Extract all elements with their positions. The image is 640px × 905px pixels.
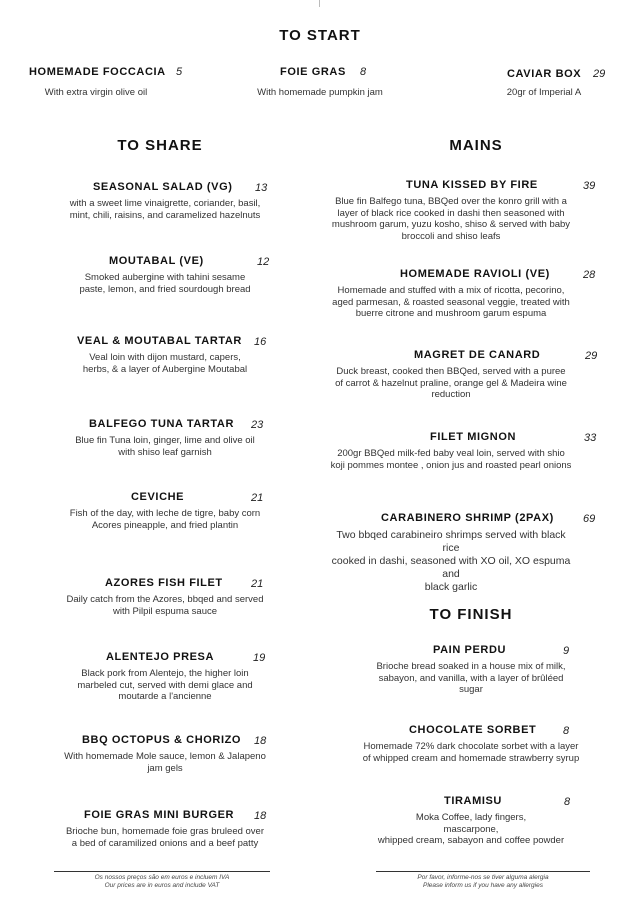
item-name: SEASONAL SALAD (VG) xyxy=(93,181,233,193)
item-price: 39 xyxy=(583,180,596,192)
footer-note-line: Please inform us if you have any allergies xyxy=(423,882,543,889)
item-name: CARABINERO SHRIMP (2PAX) xyxy=(381,512,554,524)
description-line: With homemade Mole sauce, lemon & Jalapeno xyxy=(64,751,266,762)
description-line: broccoli and shiso leafs xyxy=(401,230,501,242)
item-description xyxy=(40,668,290,703)
item-description xyxy=(40,826,290,849)
item-description xyxy=(40,198,290,221)
description-line: jam gels xyxy=(147,762,183,774)
description-line: with a sweet lime vinaigrette, coriander, basil, xyxy=(69,198,261,209)
description-line: Homemade 72% dark chocolate sorbet with a layer xyxy=(363,741,579,752)
item-price: 33 xyxy=(584,432,597,444)
description-line: Veal loin with dijon mustard, capers, xyxy=(89,352,241,363)
item-name: HOMEMADE FOCCACIA xyxy=(29,66,166,78)
footer-divider-right xyxy=(376,871,590,872)
description-line: paste, lemon, and fried sourdough bread xyxy=(79,283,251,295)
description-line: of carrot & hazelnut praline, orange gel & Madeira wine xyxy=(335,377,567,389)
item-price: 19 xyxy=(253,652,266,664)
item-description xyxy=(328,366,574,401)
description-line: black garlic xyxy=(424,581,478,593)
item-description xyxy=(40,352,290,375)
description-line: marbeled cut, served with demi glace and xyxy=(77,679,253,691)
item-name: PAIN PERDU xyxy=(433,644,507,656)
item-price: 13 xyxy=(255,182,268,194)
item-name: FOIE GRAS MINI BURGER xyxy=(84,809,235,821)
item-name: HOMEMADE RAVIOLI (VE) xyxy=(400,268,550,280)
description-line: 200gr BBQed milk-fed baby veal loin, served with shio xyxy=(337,448,565,459)
description-line: buerre citrone and mushroom garum espuma xyxy=(355,308,547,319)
item-name: FILET MIGNON xyxy=(430,431,517,443)
item-name: MOUTABAL (VE) xyxy=(109,255,204,267)
item-price: 18 xyxy=(254,735,267,747)
footer-note-right xyxy=(376,874,590,890)
description-line: Daily catch from the Azores, bbqed and served xyxy=(66,594,264,605)
description-line: Blue fin Balfego tuna, BBQed over the konro grill with a xyxy=(335,196,567,207)
description-line: whipped cream, sabayon and coffee powder xyxy=(377,835,565,846)
to-share-heading: TO SHARE xyxy=(117,137,203,154)
footer-note-left xyxy=(54,874,270,890)
footer-divider-left xyxy=(54,871,270,872)
description-line: reduction xyxy=(431,389,471,400)
item-price: 69 xyxy=(583,513,596,525)
top-fold-mark xyxy=(319,0,320,7)
description-line: moutarde a l'ancienne xyxy=(118,691,212,702)
item-name: CEVICHE xyxy=(131,491,185,503)
footer-note-line: Por favor, informe-nos se tiver alguma alergia xyxy=(417,874,549,881)
description-line: aged parmesan, & roasted seasonal veggie, treated with xyxy=(332,296,570,308)
item-description xyxy=(328,529,574,594)
item-name: CHOCOLATE SORBET xyxy=(409,724,537,736)
item-price: 12 xyxy=(257,256,270,268)
description-line: mushroom garum, yuzu kosho, shiso & served with baby xyxy=(331,219,571,230)
item-price: 8 xyxy=(360,66,367,78)
item-description: With homemade pumpkin jam xyxy=(257,87,383,98)
description-line: mint, chili, raisins, and caramelized hazelnuts xyxy=(69,209,261,221)
description-line: Two bbqed carabineiro shrimps served with black rice xyxy=(336,529,566,554)
item-price: 21 xyxy=(251,492,264,504)
description-line: sabayon, and vanilla, with a layer of brûléed xyxy=(378,672,564,684)
item-description xyxy=(328,196,574,242)
description-line: Duck breast, cooked then BBQed, served with a puree xyxy=(336,366,566,377)
item-price: 18 xyxy=(254,810,267,822)
description-line: sugar xyxy=(459,684,483,695)
mains-heading: MAINS xyxy=(449,137,503,154)
description-line: with shiso leaf garnish xyxy=(118,446,212,458)
item-price: 5 xyxy=(176,66,183,78)
description-line: Blue fin Tuna loin, ginger, lime and olive oil xyxy=(75,435,255,446)
description-line: cooked in dashi, seasoned with XO oil, XO espuma and xyxy=(331,555,571,580)
description-line: Fish of the day, with leche de tigre, baby corn xyxy=(69,508,261,519)
item-price: 29 xyxy=(585,350,598,362)
item-price: 28 xyxy=(583,269,596,281)
description-line: with Pilpil espuma sauce xyxy=(112,605,218,617)
description-line: Black pork from Alentejo, the higher loin xyxy=(81,668,249,679)
item-price: 23 xyxy=(251,419,264,431)
description-line: Brioche bun, homemade foie gras bruleed over xyxy=(65,826,265,837)
item-name: BALFEGO TUNA TARTAR xyxy=(89,418,235,430)
item-name: BBQ OCTOPUS & CHORIZO xyxy=(82,734,242,746)
description-line: mascarpone, xyxy=(443,823,499,835)
item-description xyxy=(40,272,290,295)
item-price: 8 xyxy=(563,725,570,737)
item-description xyxy=(40,508,290,531)
item-name: MAGRET DE CANARD xyxy=(414,349,541,361)
description-line: of whipped cream and homemade strawberry syrup xyxy=(362,752,580,764)
description-line: herbs, & a layer of Aubergine Moutabal xyxy=(82,363,248,375)
description-line: Brioche bread soaked in a house mix of milk, xyxy=(376,661,566,672)
item-name: ALENTEJO PRESA xyxy=(106,651,215,663)
description-line: a bed of caramilized onions and a beef patty xyxy=(71,837,259,849)
to-finish-heading: TO FINISH xyxy=(429,606,513,623)
description-line: Homemade and stuffed with a mix of ricotta, pecorino, xyxy=(337,285,565,296)
item-price: 29 xyxy=(593,68,606,80)
description-line: Moka Coffee, lady fingers, xyxy=(415,812,527,823)
item-name: VEAL & MOUTABAL TARTAR xyxy=(77,335,242,347)
description-line: Acores pineapple, and fried plantin xyxy=(91,519,239,531)
item-price: 16 xyxy=(254,336,267,348)
item-name: AZORES FISH FILET xyxy=(105,577,223,589)
item-description xyxy=(40,594,290,617)
item-name: TIRAMISU xyxy=(444,795,502,807)
footer-note-line: Our prices are in euros and include VAT xyxy=(104,882,220,889)
item-price: 9 xyxy=(563,645,570,657)
item-description xyxy=(328,285,574,320)
item-description xyxy=(40,435,290,458)
item-description: 20gr of Imperial A xyxy=(506,87,582,98)
item-description: With extra virgin olive oil xyxy=(44,87,148,98)
description-line: Smoked aubergine with tahini sesame xyxy=(84,272,246,283)
footer-note-line: Os nossos preços são em euros e incluem IVA xyxy=(94,874,230,881)
item-description xyxy=(338,812,604,847)
item-description xyxy=(40,751,290,774)
item-description xyxy=(328,448,574,471)
to-start-heading: TO START xyxy=(279,27,361,44)
description-line: koji pommes montee , onion jus and roasted pearl onions xyxy=(330,459,572,471)
item-name: TUNA KISSED BY FIRE xyxy=(406,179,538,191)
description-line: layer of black rice cooked in dashi then seasoned with xyxy=(337,207,565,219)
item-price: 21 xyxy=(251,578,264,590)
item-price: 8 xyxy=(564,796,571,808)
item-description xyxy=(338,741,604,764)
item-name: FOIE GRAS xyxy=(280,66,346,78)
item-name: CAVIAR BOX xyxy=(507,68,582,80)
item-description xyxy=(338,661,604,696)
